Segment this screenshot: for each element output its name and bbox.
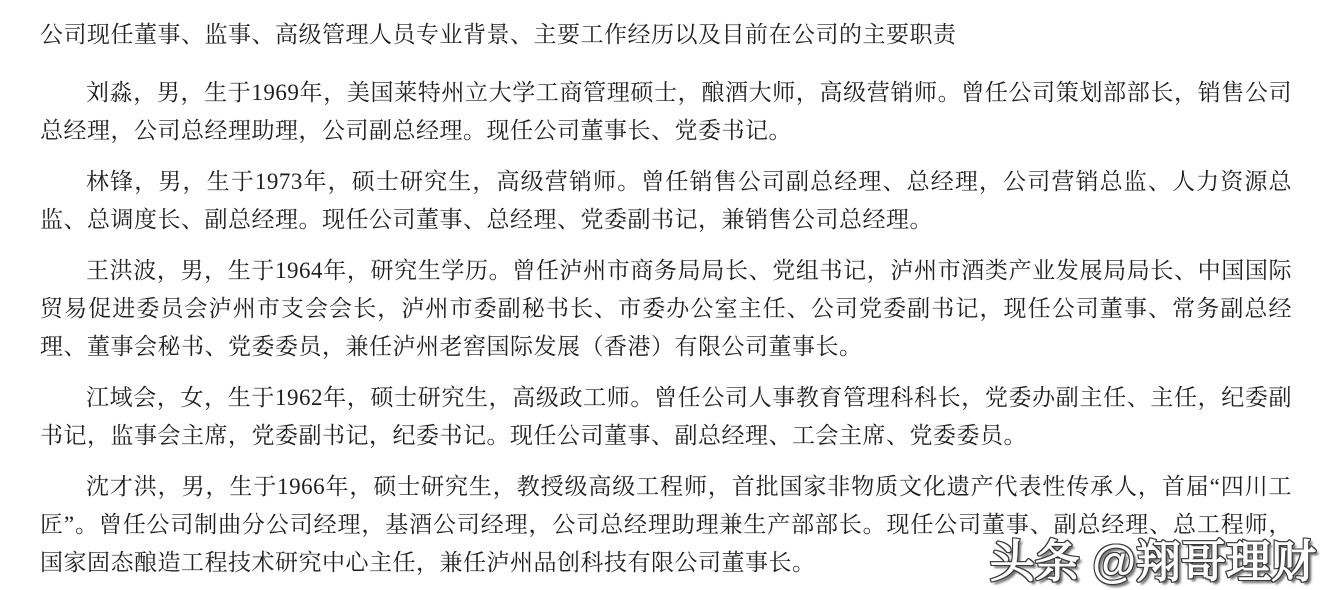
bio-paragraph-jiang-yuhui: 江域会，女，生于1962年，硕士研究生，高级政工师。曾任公司人事教育管理科科长，党委办副主任、主任，纪委副书记，监事会主席，党委副书记，纪委书记。现任公司董事、副总经理、工会主席、党委委员。 bbox=[40, 385, 1292, 448]
bio-paragraph-liu-miao: 刘淼，男，生于1969年，美国莱特州立大学工商管理硕士，酿酒大师，高级营销师。曾任公司策划部部长，销售公司总经理，公司总经理助理，公司副总经理。现任公司董事长、党委书记。 bbox=[40, 80, 1292, 143]
bio-paragraph-shen-caihong: 沈才洪，男，生于1966年，硕士研究生，教授级高级工程师，首批国家非物质文化遗产代表性传承人，首届“四川工匠”。曾任公司制曲分公司经理，基酒公司经理，公司总经理助理兼生产部部长。现任公司董事、副总经理、总工程师，国家固态酿造工程技术研究中心主任，兼任泸州品创科技有限公司董事长。 bbox=[40, 474, 1292, 575]
bio-paragraph-wang-hongbo: 王洪波，男，生于1964年，研究生学历。曾任泸州市商务局局长、党组书记，泸州市酒类产业发展局局长、中国国际贸易促进委员会泸州市支会会长，泸州市委副秘书长、市委办公室主任、公司党委副书记，现任公司董事、常务副总经理、董事会秘书、党委委员，兼任泸州老窖国际发展（香港）有限公司董事长。 bbox=[40, 258, 1292, 359]
bio-paragraph-lin-feng: 林锋，男，生于1973年，硕士研究生，高级营销师。曾任销售公司副总经理、总经理，公司营销总监、人力资源总监、总调度长、副总经理。现任公司董事、总经理、党委副书记，兼销售公司总经理。 bbox=[40, 169, 1292, 232]
section-heading: 公司现任董事、监事、高级管理人员专业背景、主要工作经历以及目前在公司的主要职责 bbox=[40, 22, 957, 47]
watermark-text: 头条 @翔哥理财 bbox=[989, 536, 1316, 587]
